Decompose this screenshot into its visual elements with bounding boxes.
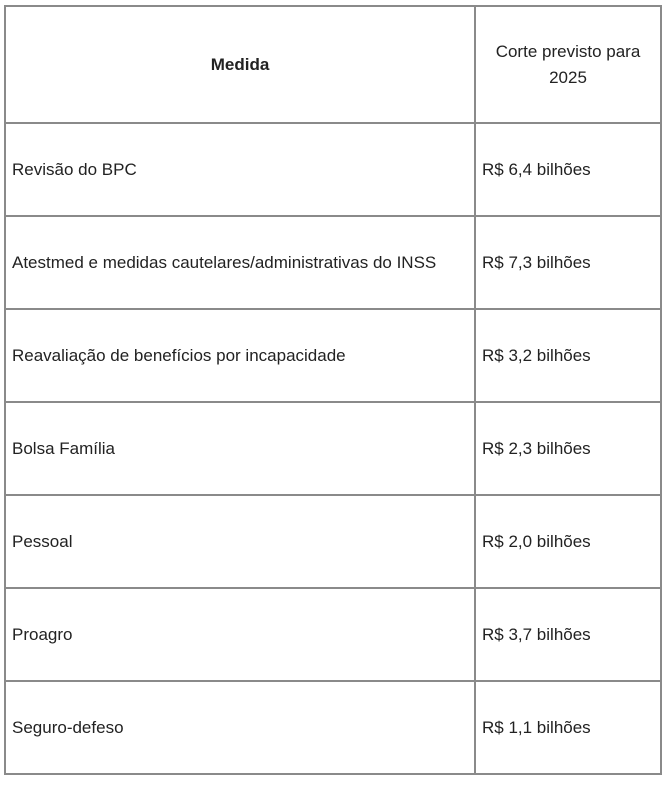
cut-cell: R$ 1,1 bilhões [475, 681, 661, 774]
measure-cell: Bolsa Família [5, 402, 475, 495]
measure-cell: Proagro [5, 588, 475, 681]
table-row [5, 681, 661, 774]
cut-cell: R$ 6,4 bilhões [475, 123, 661, 216]
cut-cell: R$ 3,2 bilhões [475, 309, 661, 402]
header-measure: Medida [5, 6, 475, 123]
measure-cell: Reavaliação de benefícios por incapacidade [5, 309, 475, 402]
header-cut: Corte previsto para 2025 [475, 6, 661, 123]
budget-cuts-table [4, 5, 662, 775]
table-row [5, 123, 661, 216]
table-header-row [5, 6, 661, 123]
measure-cell: Pessoal [5, 495, 475, 588]
measure-cell: Revisão do BPC [5, 123, 475, 216]
table-container [4, 5, 662, 775]
measure-cell: Atestmed e medidas cautelares/administrativas do INSS [5, 216, 475, 309]
cut-cell: R$ 3,7 bilhões [475, 588, 661, 681]
table-row [5, 402, 661, 495]
cut-cell: R$ 7,3 bilhões [475, 216, 661, 309]
cut-cell: R$ 2,0 bilhões [475, 495, 661, 588]
cut-cell: R$ 2,3 bilhões [475, 402, 661, 495]
measure-cell: Seguro-defeso [5, 681, 475, 774]
table-row [5, 216, 661, 309]
table-row [5, 495, 661, 588]
table-row [5, 588, 661, 681]
table-row [5, 309, 661, 402]
